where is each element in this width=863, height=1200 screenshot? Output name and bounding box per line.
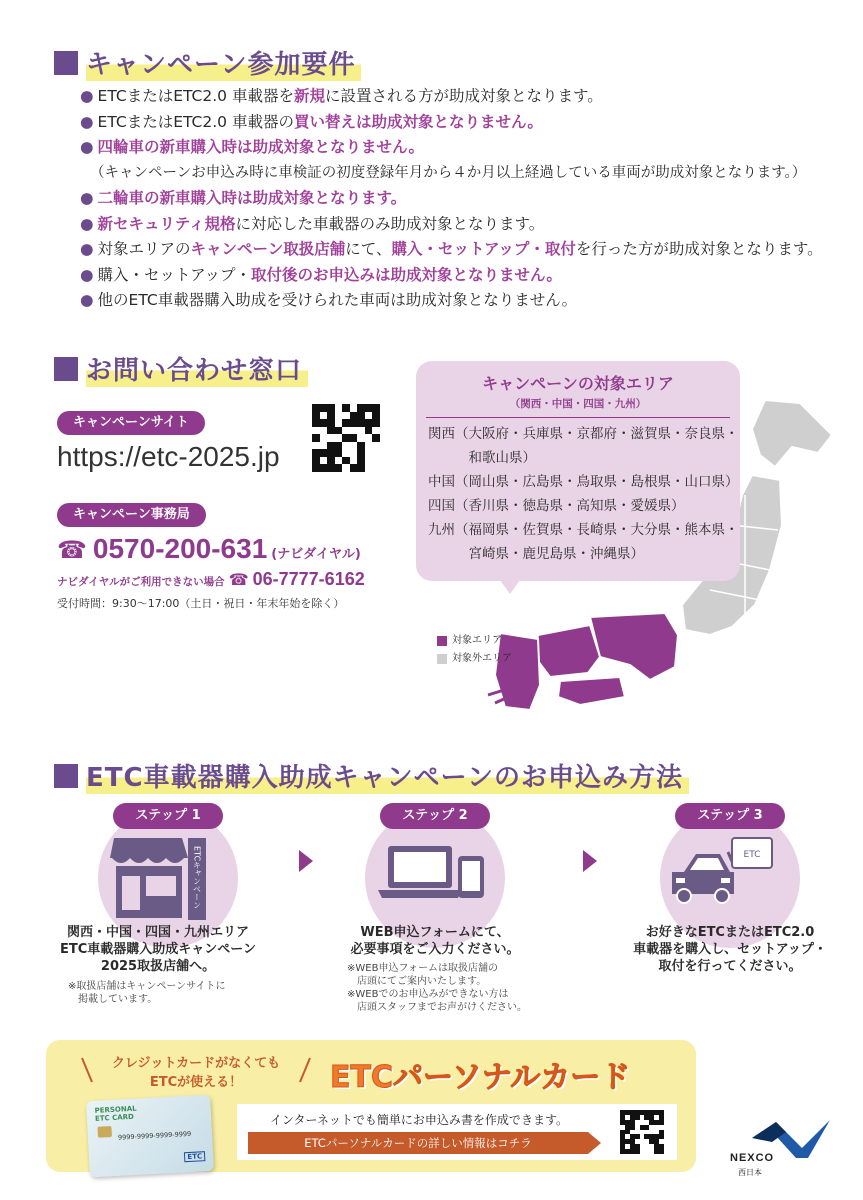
contact-heading bbox=[54, 350, 308, 387]
target-area-box-pointer bbox=[500, 580, 520, 594]
requirement-highlight: キャンペーン取扱店舗 bbox=[190, 240, 346, 258]
requirement-text: を行った方が助成対象となります。 bbox=[575, 240, 823, 258]
step-note-line: 店頭スタッフまでお声がけください。 bbox=[347, 1002, 527, 1013]
requirement-highlight: 新規 bbox=[293, 87, 325, 105]
car-etc-icon bbox=[666, 832, 786, 908]
heading-square-icon bbox=[54, 764, 78, 788]
requirement-item bbox=[80, 288, 850, 314]
step-1-label: ステップ 1 bbox=[113, 803, 223, 829]
step-1-notes bbox=[68, 980, 268, 1006]
phone-alt-row bbox=[57, 569, 365, 590]
map-hokkaido bbox=[752, 400, 832, 467]
bullet-icon: ● bbox=[80, 189, 94, 207]
requirements-title: キャンペーン参加要件 bbox=[86, 44, 361, 81]
requirements-heading bbox=[54, 44, 361, 81]
store-icon bbox=[110, 836, 220, 921]
step-note-line: 掲載しています。 bbox=[68, 994, 158, 1005]
step-text-line: 取付を行ってください。 bbox=[658, 959, 802, 974]
requirement-text: 対象エリアの bbox=[97, 240, 191, 258]
step-text-line: ETC車載器購入助成キャンペーン bbox=[59, 942, 257, 957]
step-text-line: お好きなETCまたはETC2.0 bbox=[645, 925, 815, 940]
campaign-site-qr-code[interactable] bbox=[312, 404, 380, 472]
step-text-line: 2025取扱店舗へ。 bbox=[100, 959, 216, 974]
step-2-notes bbox=[347, 962, 547, 1014]
target-area-subtitle: （関西・中国・四国・九州） bbox=[509, 398, 647, 410]
map-shikoku bbox=[558, 677, 625, 705]
step-note-line: ※WEBでのお申込みができない方は bbox=[347, 989, 509, 1000]
requirement-text: ETCまたはETC2.0 車載器の bbox=[97, 112, 294, 131]
requirement-highlight: 新セキュリティ規格 bbox=[97, 214, 236, 233]
step-arrow-icon bbox=[299, 850, 313, 872]
requirement-highlight: 二輪車の新車購入時は助成対象となります。 bbox=[97, 189, 407, 207]
phone-icon: ☎ bbox=[228, 570, 249, 589]
target-area-line: 宮崎県・鹿児島県・沖縄県） bbox=[428, 546, 644, 562]
legend-other-label: 対象外エリア bbox=[452, 653, 512, 664]
campaign-site-url[interactable]: https://etc-2025.jp bbox=[57, 441, 280, 472]
step-text-line: 関西・中国・四国・九州エリア bbox=[66, 925, 249, 940]
link-arrow-icon bbox=[588, 1132, 601, 1154]
requirement-text: に設置される方が助成対象となります。 bbox=[324, 87, 603, 105]
bullet-icon: ● bbox=[80, 87, 94, 105]
banner-tagline-line-2: ETCが使える！ bbox=[149, 1075, 243, 1090]
requirement-item bbox=[80, 135, 850, 161]
step-note-line: ※取扱店舗はキャンペーンサイトに bbox=[68, 981, 226, 992]
campaign-office-label: キャンペーン事務局 bbox=[57, 503, 206, 527]
legend-other-swatch bbox=[437, 654, 447, 664]
requirement-text: 他のETC車載器購入助成を受けられた車両は助成対象となりません。 bbox=[97, 291, 578, 309]
office-hours: 受付時間：9:30～17:00（土日・祝日・年末年始を除く） bbox=[57, 597, 345, 610]
contact-title: お問い合わせ窓口 bbox=[86, 350, 308, 387]
step-text-line: WEB申込フォームにて、 bbox=[360, 925, 510, 940]
target-area-line: 中国（岡山県・広島県・鳥取県・島根県・山口県） bbox=[428, 474, 739, 490]
phone-main-number[interactable]: 0570-200-631 bbox=[92, 533, 268, 564]
requirement-item bbox=[80, 186, 850, 212]
target-area-line: 関西（大阪府・兵庫県・京都府・滋賀県・奈良県・ bbox=[428, 426, 739, 442]
heading-square-icon bbox=[54, 51, 78, 75]
map-legend bbox=[437, 632, 512, 668]
apply-title: ETC車載器購入助成キャンペーンのお申込み方法 bbox=[86, 757, 689, 794]
bullet-icon: ● bbox=[80, 138, 94, 156]
target-area-line: 九州（福岡県・佐賀県・長崎県・大分県・熊本県・ bbox=[428, 522, 739, 538]
target-area-title: キャンペーンの対象エリア bbox=[482, 374, 674, 393]
requirements-list bbox=[80, 84, 850, 314]
step-3-text bbox=[610, 924, 850, 975]
step-text-line: 必要事項をご入力ください。 bbox=[350, 942, 520, 957]
campaign-site-label: キャンペーンサイト bbox=[57, 411, 205, 435]
requirement-item bbox=[80, 110, 850, 136]
requirement-text: ETCまたはETC2.0 車載器を bbox=[97, 87, 294, 105]
requirement-note-text: （キャンペーンお申込み時に車検証の初度登録年月から４か月以上経過している車両が助成対象となります。） bbox=[90, 164, 807, 181]
requirement-highlight: 購入・セットアップ・取付 bbox=[391, 240, 576, 258]
step-2-label: ステップ 2 bbox=[380, 803, 490, 829]
phone-main-note: (ナビダイヤル) bbox=[271, 547, 361, 562]
personal-card-qr-code[interactable] bbox=[620, 1110, 664, 1154]
bullet-icon: ● bbox=[80, 291, 94, 309]
requirement-item bbox=[80, 84, 850, 110]
target-area-line: 四国（香川県・徳島県・高知県・愛媛県） bbox=[428, 498, 685, 514]
brand-sub: 西日本 bbox=[738, 1168, 762, 1177]
card-text-personal: PERSONAL bbox=[94, 1104, 137, 1115]
personal-card-title[interactable]: ETCパーソナルカード bbox=[330, 1060, 631, 1095]
step-3-label: ステップ 3 bbox=[675, 803, 785, 829]
step-text-line: 車載器を購入し、セットアップ・ bbox=[633, 942, 827, 957]
target-area-list bbox=[416, 418, 740, 566]
target-area-box bbox=[416, 361, 740, 581]
requirement-highlight: 四輪車の新車購入時は助成対象となりません。 bbox=[97, 138, 424, 156]
card-text-etc-card: ETC CARD bbox=[94, 1112, 135, 1123]
legend-target-swatch bbox=[437, 636, 447, 646]
banner-note: インターネットでも簡単にお申込み書を作成できます。 bbox=[270, 1113, 568, 1127]
store-sign-text: ETCキャンペーン bbox=[192, 846, 202, 910]
tagline-slash-icons bbox=[76, 1052, 316, 1096]
apply-heading bbox=[54, 757, 689, 794]
step-note-line: 店頭にてご案内いたします。 bbox=[347, 976, 487, 987]
map-chugoku bbox=[535, 625, 600, 677]
phone-alt-label: ナビダイヤルがご利用できない場合 bbox=[57, 576, 225, 588]
bullet-icon: ● bbox=[80, 265, 94, 284]
requirement-text: に対応した車載器のみ助成対象となります。 bbox=[235, 214, 545, 233]
requirement-text: 購入・セットアップ・ bbox=[97, 265, 251, 284]
phone-main-row bbox=[57, 533, 361, 565]
heading-square-icon bbox=[54, 357, 78, 381]
personal-card-image bbox=[86, 1095, 214, 1177]
etc-device-text: ETC bbox=[743, 850, 761, 860]
card-chip-icon bbox=[97, 1126, 112, 1138]
step-arrow-icon bbox=[583, 850, 597, 872]
laptop-phone-icon bbox=[374, 842, 490, 904]
card-brand-etc: ETC bbox=[184, 1151, 205, 1162]
requirement-text: にて、 bbox=[345, 240, 392, 258]
requirement-note bbox=[80, 161, 850, 187]
requirement-item bbox=[80, 237, 850, 263]
personal-card-info-link[interactable]: ETCパーソナルカードの詳しい情報はコチラ bbox=[248, 1132, 588, 1154]
bullet-icon: ● bbox=[80, 112, 94, 131]
target-area-line: 和歌山県） bbox=[428, 450, 536, 466]
brand-name: NEXCO bbox=[730, 1152, 775, 1164]
legend-target-label: 対象エリア bbox=[452, 635, 502, 646]
requirement-item bbox=[80, 263, 850, 289]
card-number: 9999-9999-9999-9999 bbox=[117, 1129, 192, 1142]
step-1-text bbox=[48, 924, 268, 975]
step-note-line: ※WEB申込フォームは取扱店舗の bbox=[347, 963, 498, 974]
phone-icon: ☎ bbox=[57, 536, 87, 564]
requirement-highlight: 買い替えは助成対象となりません。 bbox=[293, 112, 543, 131]
bullet-icon: ● bbox=[80, 240, 94, 258]
map-kansai bbox=[590, 613, 678, 680]
bullet-icon: ● bbox=[80, 214, 94, 233]
phone-alt-number[interactable]: 06-7777-6162 bbox=[252, 569, 365, 589]
requirement-item bbox=[80, 212, 850, 238]
requirement-highlight: 取付後のお申込みは助成対象となりません。 bbox=[250, 265, 562, 284]
step-2-text bbox=[320, 924, 550, 958]
banner-tagline-line-1: クレジットカードがなくても bbox=[111, 1056, 281, 1071]
